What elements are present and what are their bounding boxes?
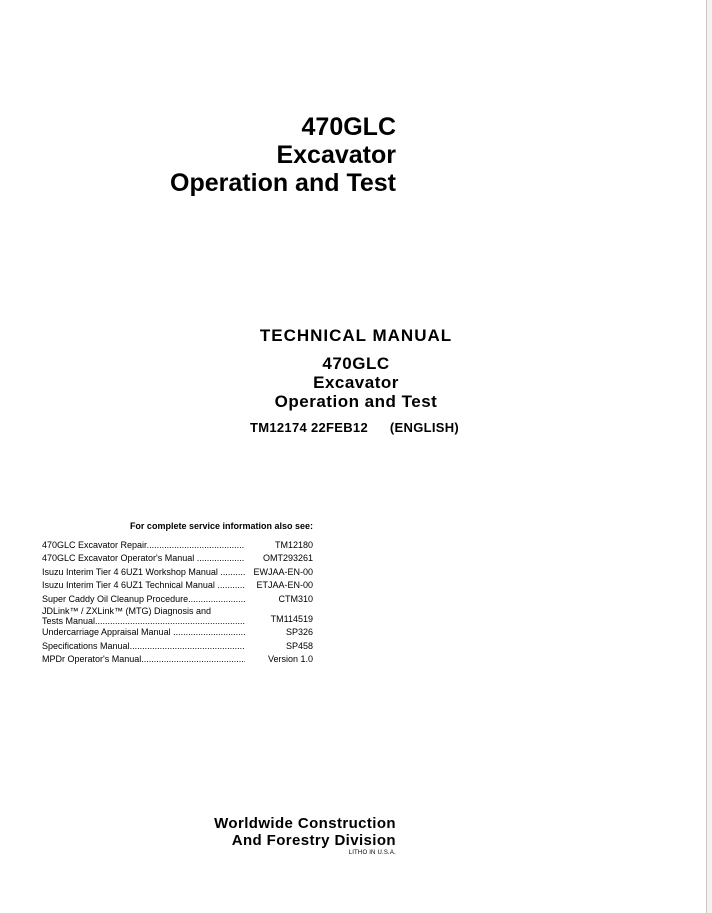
service-item: [42, 566, 313, 580]
technical-manual-machine: Excavator: [313, 373, 399, 392]
service-item-name: MPDr Operator's Manual .....: [42, 653, 245, 667]
service-item-name: Super Caddy Oil Cleanup Procedure .....: [42, 593, 245, 607]
cover-machine: Excavator: [276, 141, 396, 169]
page-edge-shadow: [707, 0, 712, 913]
service-item: [42, 626, 313, 640]
service-item-code: TM114519: [270, 613, 313, 624]
service-info: [42, 520, 313, 667]
service-item-code: CTM310: [278, 593, 313, 604]
service-info-heading: For complete service information also see:: [129, 521, 313, 531]
footer-line2: And Forestry Division: [231, 832, 396, 849]
cover-section: Operation and Test: [170, 169, 396, 197]
footer-line1: Worldwide Construction: [214, 815, 396, 832]
manual-code: TM12174: [250, 420, 308, 435]
service-item: [42, 653, 313, 667]
service-item-name: 470GLC Excavator Repair .....: [42, 539, 245, 553]
service-item-name: Undercarriage Appraisal Manual .....: [42, 626, 245, 640]
service-item-name: [42, 606, 245, 626]
service-item: [42, 552, 313, 566]
service-item-name: 470GLC Excavator Operator's Manual .....: [42, 552, 245, 566]
service-item-code: Version 1.0: [267, 654, 313, 664]
manual-language: (ENGLISH): [389, 420, 460, 435]
service-item-name-line2: Tests Manual .....: [42, 616, 245, 626]
technical-manual-code-line: [250, 420, 459, 435]
cover-model: 470GLC: [301, 113, 396, 141]
service-item-name-line1: JDLink™ / ZXLink™ (MTG) Diagnosis and: [42, 606, 212, 616]
service-item: [42, 579, 313, 593]
litho-note: LITHO IN U.S.A.: [348, 850, 396, 856]
technical-manual-model: 470GLC: [322, 354, 390, 373]
service-item: [42, 539, 313, 553]
technical-manual-block: [206, 325, 506, 411]
service-item-code: TM12180: [274, 539, 313, 550]
service-item: [42, 593, 313, 607]
service-item-code: OMT293261: [262, 553, 313, 563]
technical-manual-section: Operation and Test: [274, 392, 438, 411]
service-item-code: SP326: [285, 627, 313, 637]
service-item-name: Specifications Manual .....: [42, 640, 245, 654]
service-item: [42, 640, 313, 654]
cover-title: [170, 113, 396, 197]
technical-manual-heading: TECHNICAL MANUAL: [259, 326, 453, 345]
manual-date: 22FEB12: [310, 420, 368, 435]
service-item-code: EWJAA-EN-00: [253, 566, 313, 577]
footer-division: [214, 815, 396, 857]
service-item: [42, 606, 313, 626]
service-item-code: SP458: [285, 640, 313, 651]
service-item-code: ETJAA-EN-00: [256, 580, 313, 590]
service-item-name: Isuzu Interim Tier 4 6UZ1 Technical Manual .....: [42, 579, 245, 593]
service-item-name: Isuzu Interim Tier 4 6UZ1 Workshop Manual .....: [42, 566, 245, 580]
